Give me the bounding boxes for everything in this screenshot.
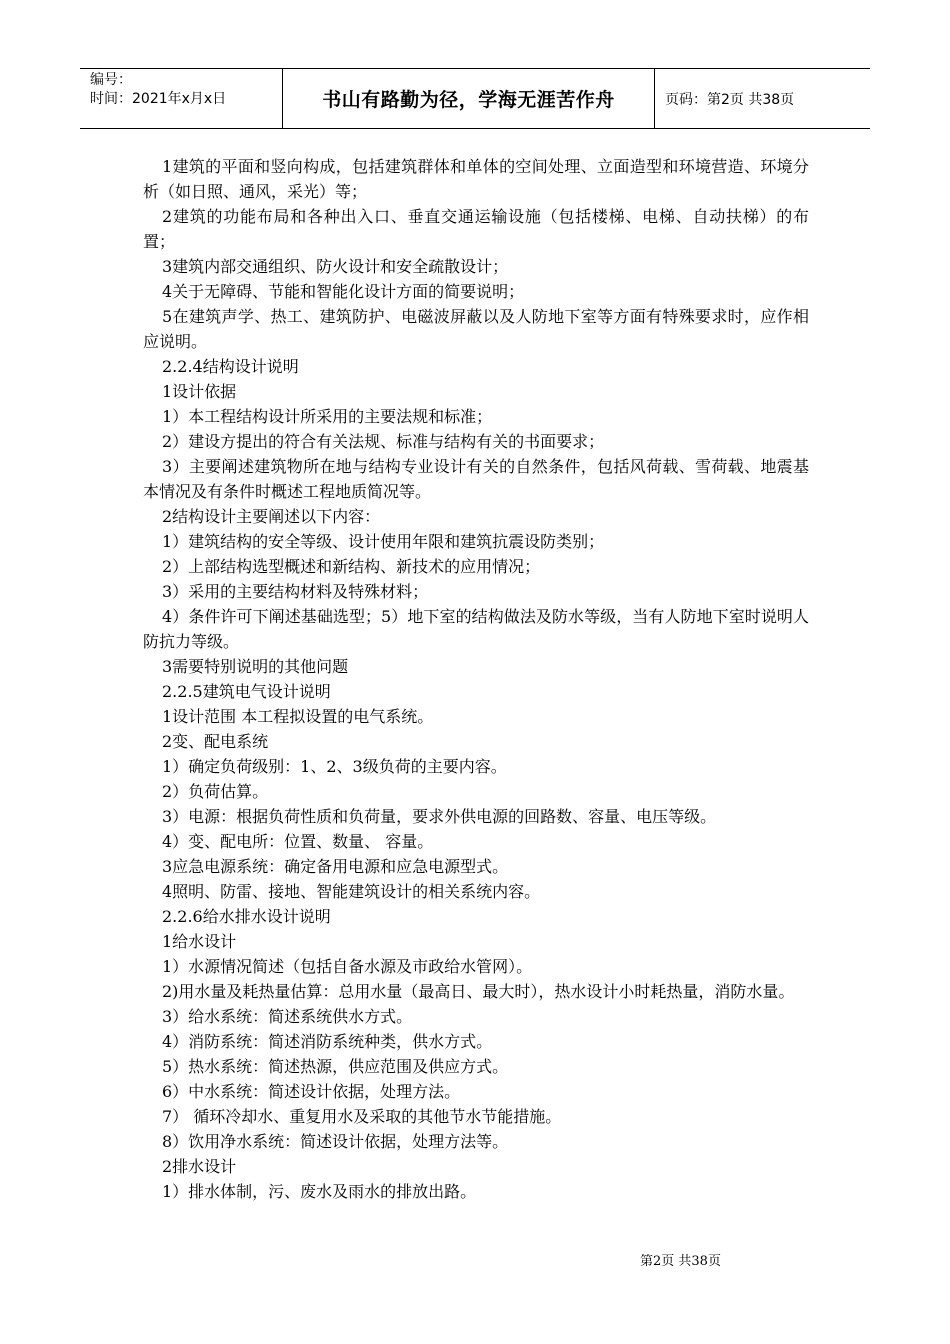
section-heading: 2.2.6给水排水设计说明 <box>162 907 331 926</box>
section-heading: 2.2.5建筑电气设计说明 <box>162 682 331 701</box>
header-motto <box>283 69 655 128</box>
paragraph: 2结构设计主要阐述以下内容： <box>162 507 381 526</box>
paragraph: 2变、配电系统 <box>162 732 269 751</box>
paragraph: 4）条件许可下阐述基础选型；5）地下室的结构做法及防水等级，当有人防地下室时说明人防抗力等级。 <box>143 607 809 651</box>
paragraph: 1）建筑结构的安全等级、设计使用年限和建筑抗震设防类别； <box>162 532 605 551</box>
paragraph: 5）热水系统：简述热源，供应范围及供应方式。 <box>162 1057 509 1076</box>
page-info-text: 页码：第2页 共38页 <box>665 91 795 108</box>
paragraph: 2排水设计 <box>162 1157 237 1176</box>
paragraph: 1给水设计 <box>162 932 237 951</box>
paragraph: 2）建设方提出的符合有关法规、标准与结构有关的书面要求； <box>162 432 605 451</box>
paragraph: 3）采用的主要结构材料及特殊材料； <box>162 582 429 601</box>
paragraph: 2)用水量及耗热量估算：总用水量（最高日、最大时），热水设计小时耗热量，消防水量。 <box>162 982 795 1001</box>
paragraph: 1）水源情况简述（包括自备水源及市政给水管网）。 <box>162 957 533 976</box>
paragraph: 3）主要阐述建筑物所在地与结构专业设计有关的自然条件，包括风荷载、雪荷载、地震基本情况及有条件时概述工程地质简况等。 <box>143 457 809 501</box>
paragraph: 2建筑的功能布局和各种出入口、垂直交通运输设施（包括楼梯、电梯、自动扶梯）的布置； <box>143 207 809 251</box>
paragraph: 7） 循环冷却水、重复用水及采取的其他节水节能措施。 <box>162 1107 562 1126</box>
page-header <box>80 68 870 129</box>
motto-text: 书山有路勤为径，学海无涯苦作舟 <box>322 89 615 111</box>
paragraph: 4关于无障碍、节能和智能化设计方面的简要说明； <box>162 282 525 301</box>
paragraph: 3建筑内部交通组织、防火设计和安全疏散设计； <box>162 257 509 276</box>
paragraph: 4）变、配电所：位置、数量、 容量。 <box>162 832 434 851</box>
paragraph: 8）饮用净水系统：简述设计依据，处理方法等。 <box>162 1132 509 1151</box>
paragraph: 3需要特别说明的其他问题 <box>162 657 349 676</box>
paragraph: 1）确定负荷级别：1、2、3级负荷的主要内容。 <box>162 757 507 776</box>
paragraph: 1建筑的平面和竖向构成，包括建筑群体和单体的空间处理、立面造型和环境营造、环境分析（如日照、通风，采光）等； <box>143 157 809 201</box>
header-meta <box>80 69 283 128</box>
header-page-info <box>655 69 870 128</box>
paragraph: 4）消防系统：简述消防系统种类，供水方式。 <box>162 1032 493 1051</box>
section-heading: 2.2.4结构设计说明 <box>162 357 299 376</box>
paragraph: 5在建筑声学、热工、建筑防护、电磁波屏蔽以及人防地下室等方面有特殊要求时，应作相应说明。 <box>143 307 809 351</box>
footer-page-number: 第2页 共38页 <box>640 1254 721 1269</box>
paragraph: 6）中水系统：简述设计依据，处理方法。 <box>162 1082 461 1101</box>
serial-label: 编号： <box>90 72 132 88</box>
paragraph: 3）给水系统：简述系统供水方式。 <box>162 1007 413 1026</box>
paragraph: 1）排水体制，污、废水及雨水的排放出路。 <box>162 1182 477 1201</box>
paragraph: 4照明、防雷、接地、智能建筑设计的相关系统内容。 <box>162 882 541 901</box>
paragraph: 3）电源：根据负荷性质和负荷量，要求外供电源的回路数、容量、电压等级。 <box>162 807 717 826</box>
paragraph: 1设计范围 本工程拟设置的电气系统。 <box>162 707 434 726</box>
time-label: 时间：2021年x月x日 <box>90 91 227 107</box>
paragraph: 2）负荷估算。 <box>162 782 269 801</box>
paragraph: 1设计依据 <box>162 382 237 401</box>
page-footer <box>640 1250 820 1269</box>
document-body <box>143 154 809 1204</box>
paragraph: 1）本工程结构设计所采用的主要法规和标准； <box>162 407 493 426</box>
paragraph: 2）上部结构选型概述和新结构、新技术的应用情况； <box>162 557 541 576</box>
paragraph: 3应急电源系统：确定备用电源和应急电源型式。 <box>162 857 509 876</box>
